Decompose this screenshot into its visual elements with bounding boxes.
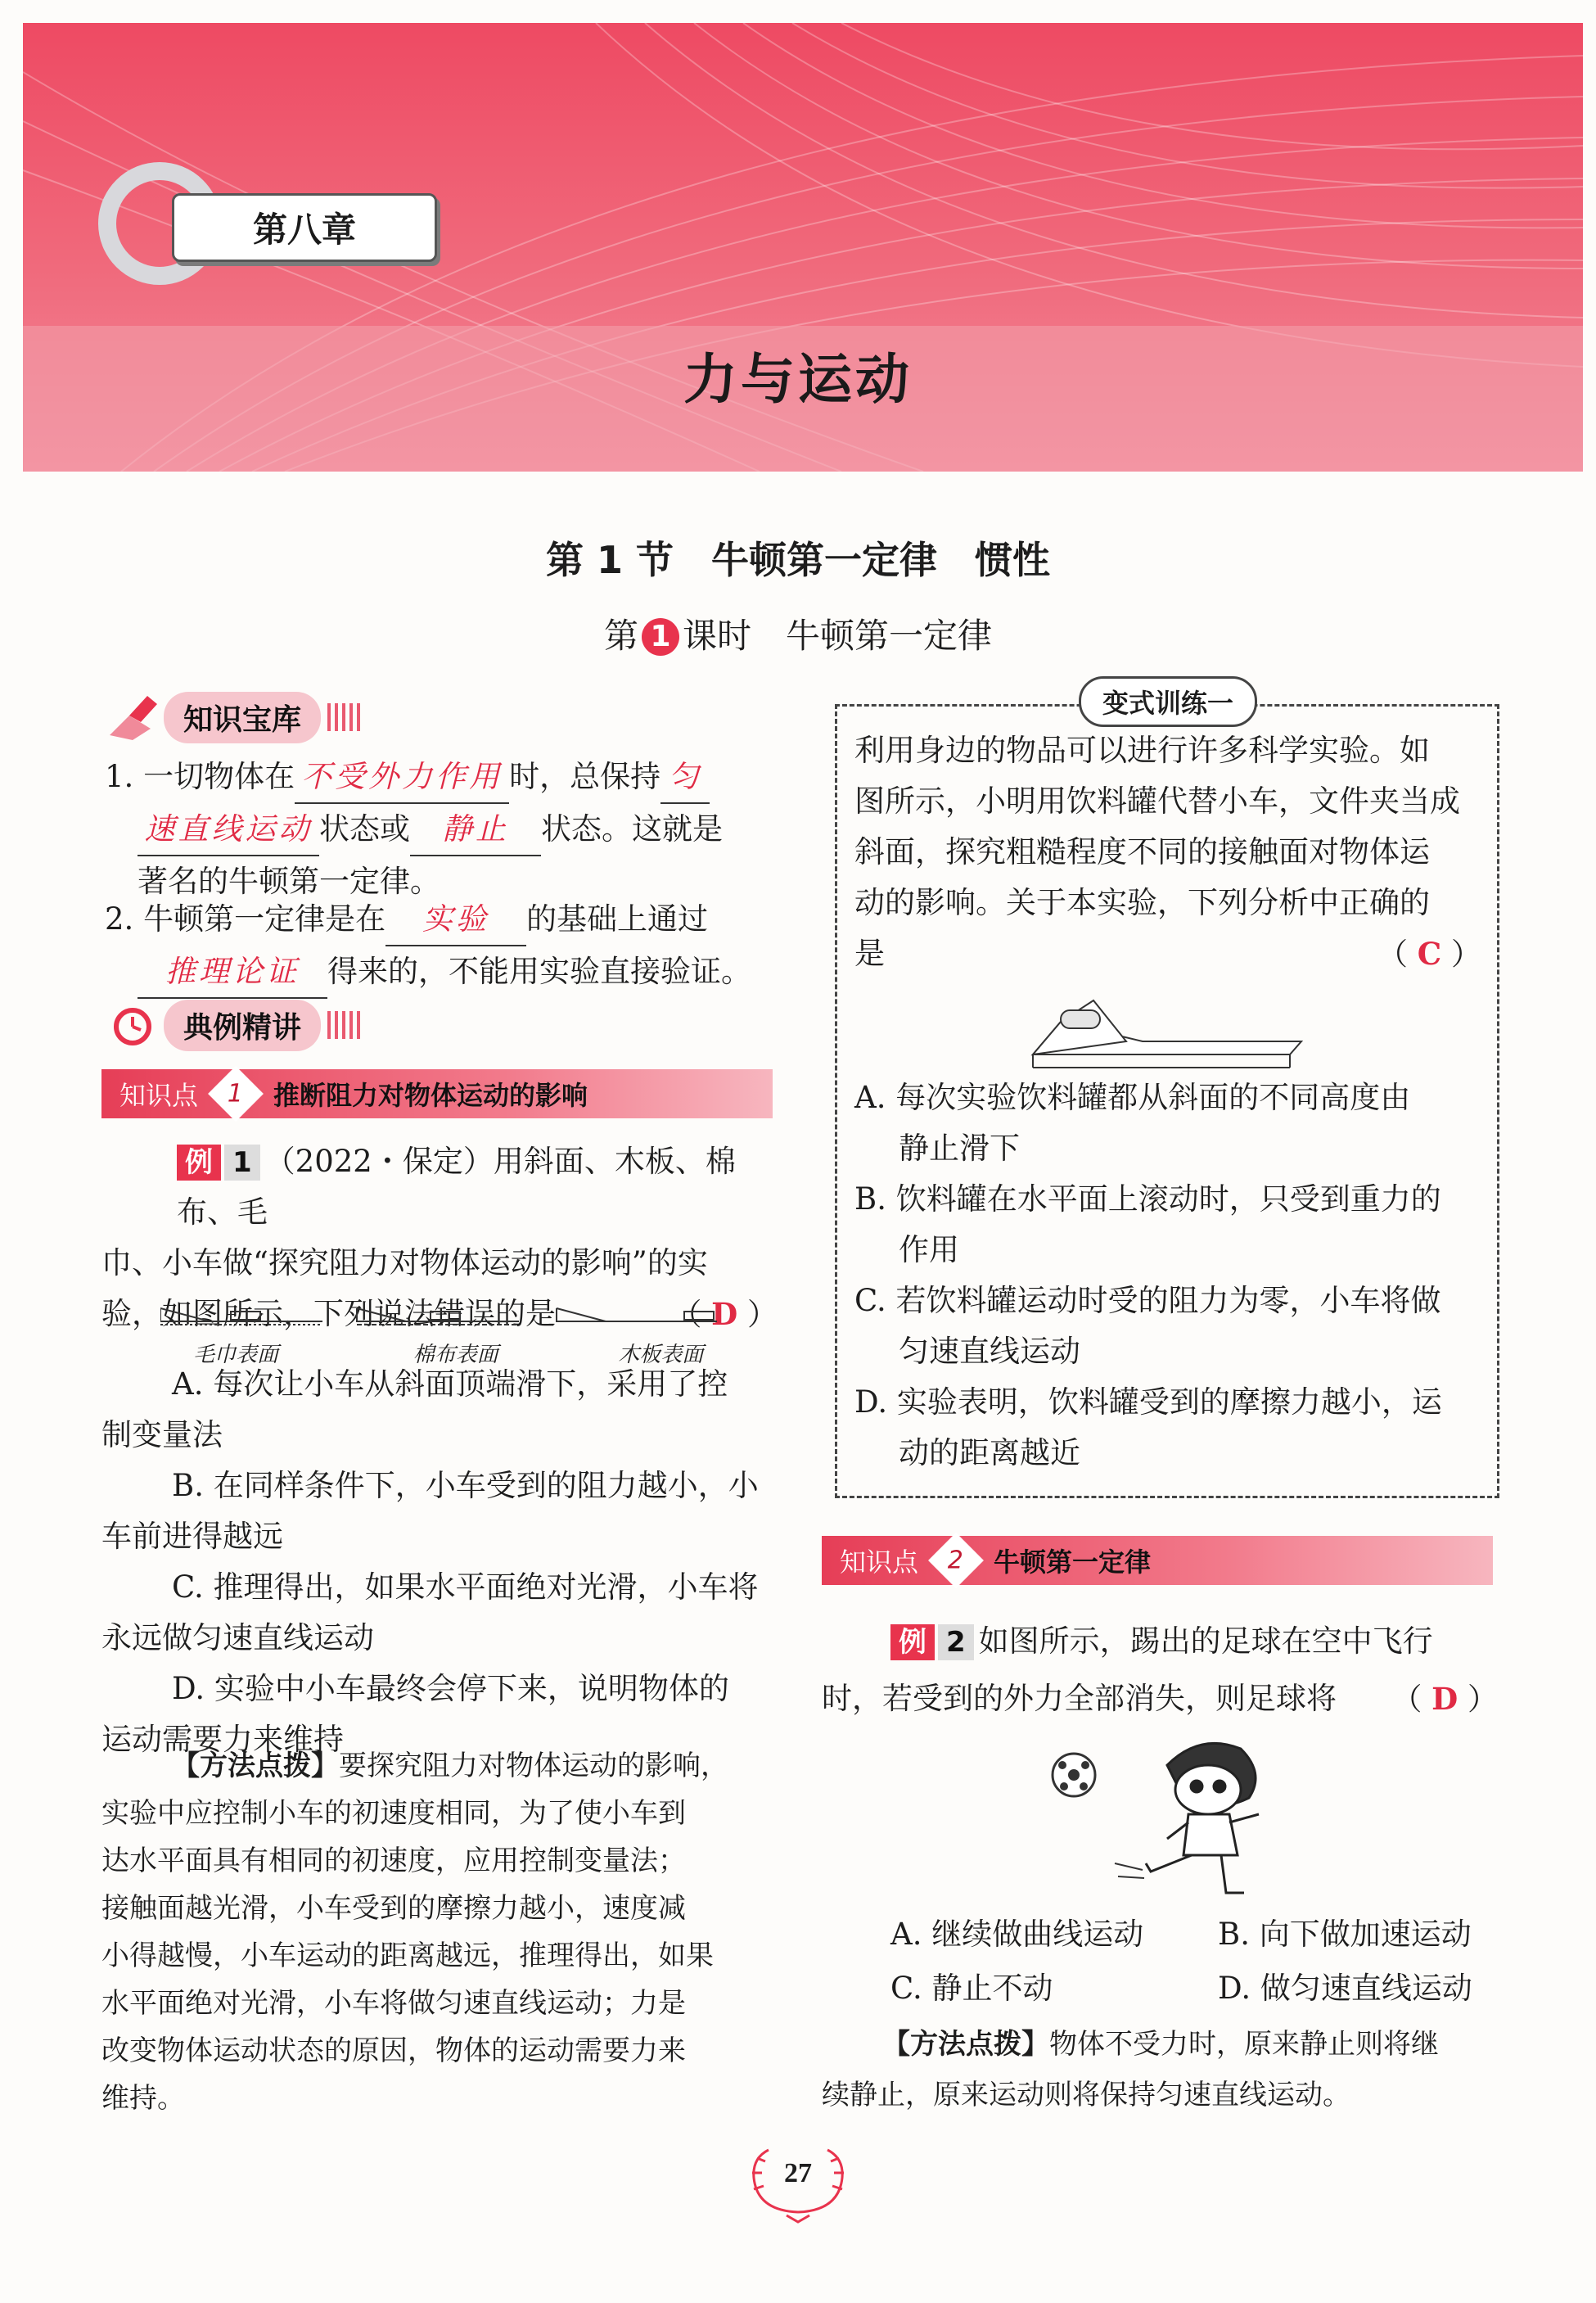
text: 著名的牛顿第一定律。 — [138, 864, 440, 899]
text: 利用身边的物品可以进行许多科学实验。如 — [854, 733, 1430, 768]
figure-label: 毛巾表面 — [193, 1343, 279, 1367]
header-stripes — [327, 1011, 360, 1039]
variant-1-options — [854, 1072, 1481, 1479]
figure-label: 棉布表面 — [413, 1343, 498, 1367]
text: （2022・保定）用斜面、木板、棉布、毛 — [177, 1144, 736, 1230]
football-icon — [1053, 1754, 1095, 1796]
answer-blank: 速直线运动 — [138, 804, 319, 856]
pen-icon — [105, 693, 164, 742]
knowledge-point-2 — [822, 1536, 1493, 1585]
text: B. 饮料罐在水平面上滚动时，只受到重力的 — [854, 1181, 1441, 1217]
example-tag: 例 — [890, 1624, 935, 1660]
example-number: 2 — [938, 1624, 974, 1660]
answer-blank: 实验 — [385, 894, 526, 946]
text: 验，如图所示，下列说法错误的是 — [101, 1296, 556, 1331]
text: 2. 牛顿第一定律是在 — [105, 901, 386, 937]
text: 状态。这就是 — [541, 811, 723, 847]
answer-bracket: （ C ） — [1377, 936, 1481, 972]
knowledge-point-1 — [101, 1069, 773, 1118]
text: 动的距离越近 — [899, 1435, 1080, 1470]
text: 物体不受力时，原来静止则将继 — [1049, 2028, 1439, 2061]
variant-training-tag: 变式训练一 — [1079, 676, 1257, 727]
option-a — [854, 1072, 1481, 1174]
example-1-tip — [101, 1742, 778, 2122]
text: 小得越慢，小车运动的距离越远，推理得出，如果 — [101, 1939, 714, 1972]
knowledge-item-1 — [105, 752, 784, 907]
text: 水平面绝对光滑，小车将做匀速直线运动；力是 — [101, 1987, 686, 2020]
option-c: C. 静止不动 — [890, 1971, 1053, 2006]
incline-diagram — [160, 1285, 766, 1334]
text: 得来的，不能用实验直接验证。 — [327, 954, 751, 989]
answer-blank: 静止 — [410, 804, 541, 856]
text: 如图所示，踢出的足球在空中飞行 — [978, 1623, 1433, 1659]
kp-title: 牛顿第一定律 — [994, 1547, 1152, 1578]
knowledge-header — [105, 691, 360, 743]
text: A. 每次实验饮料罐都从斜面的不同高度由 — [854, 1080, 1411, 1115]
examples-header-label: 典例精讲 — [164, 1000, 321, 1051]
examples-header — [105, 999, 360, 1051]
text: 状态或 — [319, 811, 410, 847]
knowledge-item-2 — [105, 894, 784, 999]
text: 改变物体运动状态的原因，物体的运动需要力来 — [101, 2034, 686, 2067]
answer-blank: 不受外力作用 — [295, 752, 509, 804]
option-b: B. 向下做加速运动 — [1218, 1917, 1472, 1952]
variant-1-figure — [1028, 989, 1306, 1079]
chapter-label: 第八章 — [172, 193, 437, 262]
text: 动的影响。关于本实验，下列分析中正确的 — [854, 885, 1430, 920]
variant-1-stem — [854, 725, 1481, 980]
example-2-tip — [822, 2019, 1498, 2120]
option-d: D. 做匀速直线运动 — [1218, 1971, 1472, 2006]
lesson-prefix: 第 — [603, 616, 638, 656]
text: 静止滑下 — [899, 1131, 1020, 1166]
answer-blank: 推理论证 — [138, 946, 327, 999]
example-2-stem — [822, 1613, 1498, 1728]
section-title: 第 1 节 牛顿第一定律 惯性 — [545, 538, 1051, 582]
kicking-figure-icon — [1146, 1743, 1259, 1893]
option-b: B. 在同样条件下，小车受到的阻力越小，小 — [172, 1468, 759, 1503]
example-2-options — [822, 1908, 1498, 2016]
lesson-number-badge: 1 — [642, 618, 679, 656]
answer-blank: 匀 — [660, 752, 710, 804]
example-tag: 例 — [177, 1145, 221, 1181]
kp-label: 知识点 — [119, 1080, 199, 1111]
option-a: A. 每次让小车从斜面顶端滑下，采用了控 — [172, 1366, 728, 1402]
option-c-cont: 永远做匀速直线运动 — [101, 1620, 374, 1655]
example-1-options — [101, 1359, 778, 1765]
text: 1. 一切物体在 — [105, 759, 295, 794]
text: 达水平面具有相同的初速度，应用控制变量法； — [101, 1845, 686, 1877]
figure-label: 木板表面 — [618, 1343, 704, 1367]
kp-number-text: 2 — [948, 1546, 964, 1575]
kp-number — [928, 1533, 984, 1588]
text: 的基础上通过 — [526, 901, 709, 937]
answer: D — [711, 1296, 738, 1332]
text: 接触面越光滑，小车受到的摩擦力越小，速度减 — [101, 1892, 686, 1925]
option-c — [854, 1276, 1481, 1377]
text: 实验中应控制小车的初速度相同，为了使小车到 — [101, 1797, 686, 1830]
text: 时，总保持 — [509, 759, 661, 794]
knowledge-header-label: 知识宝库 — [164, 692, 321, 743]
kp-title: 推断阻力对物体运动的影响 — [273, 1080, 588, 1111]
text: 匀速直线运动 — [899, 1334, 1080, 1369]
text: 斜面，探究粗糙程度不同的接触面对物体运 — [854, 834, 1430, 869]
text: 是 — [854, 936, 885, 971]
text: 作用 — [899, 1232, 959, 1267]
alarm-icon — [105, 1000, 164, 1050]
text: C. 若饮料罐运动时受的阻力为零，小车将做 — [854, 1283, 1441, 1318]
tip-head: 【方法点拨】 — [882, 2028, 1049, 2061]
option-b — [854, 1174, 1481, 1276]
answer-bracket: （ D ） — [671, 1296, 778, 1332]
option-d-cont: 运动需要力来维持 — [101, 1722, 344, 1757]
option-c: C. 推理得出，如果水平面绝对光滑，小车将 — [172, 1569, 759, 1605]
example-1-figure — [160, 1285, 766, 1367]
chapter-title: 力与运动 — [683, 348, 913, 411]
text: 巾、小车做“探究阻力对物体运动的影响”的实 — [101, 1245, 708, 1280]
answer-bracket: （ D ） — [1391, 1681, 1498, 1717]
text: 时，若受到的外力全部消失，则足球将 — [822, 1681, 1337, 1716]
example-2-figure — [1044, 1732, 1290, 1896]
option-d — [854, 1377, 1481, 1479]
lesson-title — [0, 609, 1596, 658]
option-b-cont: 车前进得越远 — [101, 1519, 283, 1554]
kp-number-text: 1 — [228, 1079, 244, 1109]
text: 图所示，小明用饮料罐代替小车，文件夹当成 — [854, 783, 1460, 819]
text: 维持。 — [101, 2082, 185, 2115]
answer: C — [1417, 936, 1442, 972]
header-stripes — [327, 703, 360, 731]
text: 要探究阻力对物体运动的影响， — [339, 1750, 728, 1782]
kp-label: 知识点 — [840, 1547, 919, 1578]
tip-head: 【方法点拨】 — [172, 1750, 339, 1782]
lesson-suffix: 课时 牛顿第一定律 — [683, 616, 993, 656]
option-a: A. 继续做曲线运动 — [890, 1917, 1144, 1952]
page-number: 27 — [784, 2158, 812, 2188]
option-d: D. 实验中小车最终会停下来，说明物体的 — [172, 1671, 729, 1706]
answer: D — [1431, 1681, 1458, 1717]
text: 续静止，原来运动则将保持匀速直线运动。 — [822, 2079, 1350, 2111]
kp-number — [208, 1066, 264, 1122]
example-number: 1 — [224, 1145, 260, 1181]
option-a-cont: 制变量法 — [101, 1417, 223, 1452]
text: D. 实验表明，饮料罐受到的摩擦力越小，运 — [854, 1384, 1442, 1420]
